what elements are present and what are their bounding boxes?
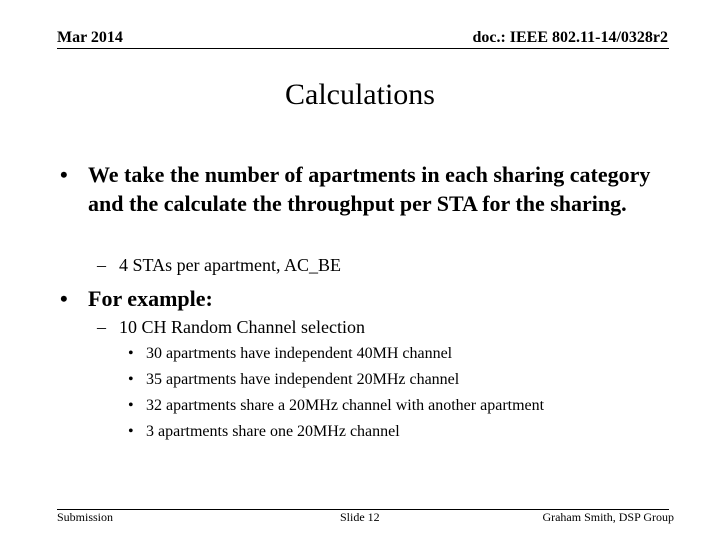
- header-date: Mar 2014: [57, 29, 123, 46]
- footer-submission: Submission: [57, 510, 114, 524]
- slide-title: Calculations: [285, 78, 435, 111]
- list-item-text: 30 apartments have independent 40MH channel: [146, 345, 453, 362]
- bullet-1: [60, 160, 670, 218]
- list-item-marker: •: [128, 423, 134, 440]
- list-item: [128, 396, 544, 416]
- list-item: [128, 370, 459, 390]
- bullet-1-sub-text: 4 STAs per apartment, AC_BE: [119, 255, 342, 275]
- list-item-text: 32 apartments share a 20MHz channel with another apartment: [146, 397, 545, 414]
- list-item: [128, 344, 452, 364]
- bullet-1-text: We take the number of apartments in each sharing category and the calculate the throughput per STA for the sharing.: [88, 162, 651, 216]
- bullet-2-text: For example:: [88, 286, 213, 311]
- list-item-marker: •: [128, 345, 134, 362]
- header-doc-id: doc.: IEEE 802.11-14/0328r2: [472, 29, 668, 46]
- bullet-1-sub-dash: –: [97, 255, 106, 275]
- bullet-2-sub-dash: –: [97, 317, 106, 337]
- bullet-1-sub: [97, 254, 341, 276]
- header-divider: [57, 48, 669, 49]
- bullet-2-marker: •: [60, 286, 68, 311]
- bullet-2-sub-text: 10 CH Random Channel selection: [119, 317, 365, 337]
- list-item-marker: •: [128, 397, 134, 414]
- list-item-text: 35 apartments have independent 20MHz channel: [146, 371, 460, 388]
- footer-slide-number: Slide 12: [340, 510, 380, 524]
- footer-author: Graham Smith, DSP Group: [542, 510, 674, 524]
- bullet-2-sub: [97, 316, 365, 338]
- bullet-2: [60, 284, 670, 313]
- bullet-1-marker: •: [60, 162, 68, 187]
- list-item-marker: •: [128, 371, 134, 388]
- list-item: [128, 422, 400, 442]
- list-item-text: 3 apartments share one 20MHz channel: [146, 423, 400, 440]
